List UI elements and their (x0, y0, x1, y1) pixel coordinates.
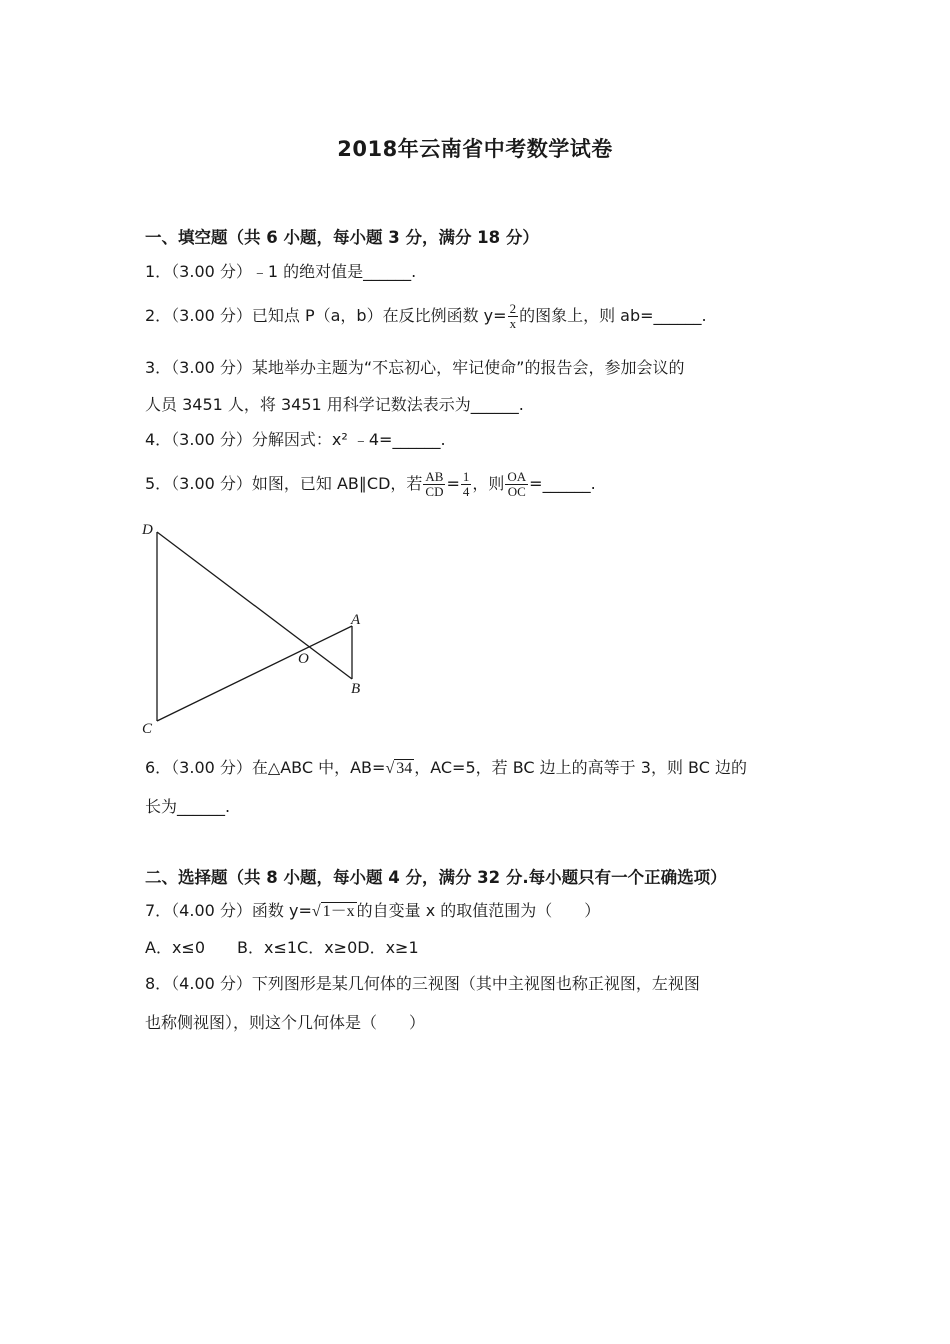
geometry-figure (138, 516, 378, 738)
question-7-text-after: 的自变量 x 的取值范围为（ ） (356, 901, 601, 920)
label-point-c: C (142, 721, 153, 737)
question-2 (145, 302, 707, 331)
sqrt-1-minus-x: 1－x (322, 903, 355, 920)
question-7-options: A．x≤0 B．x≤1C．x≥0D．x≥1 (145, 938, 419, 957)
question-2-text-after: 的图象上，则 ab=______. (519, 306, 707, 325)
question-1: 1．（3.00 分）﹣1 的绝对值是______. (145, 262, 417, 281)
question-6-line-2: 长为______. (145, 797, 231, 816)
question-3-line-2: 人员 3451 人，将 3451 用科学记数法表示为______. (145, 395, 524, 414)
page-title: 2018年云南省中考数学试卷 (337, 137, 613, 161)
label-point-b: B (351, 681, 361, 697)
sqrt-symbol: √ (311, 903, 321, 920)
question-3-line-1: 3．（3.00 分）某地举办主题为“不忘初心，牢记使命”的报告会，参加会议的 (145, 358, 685, 377)
fraction-ab-over-cd: $\frac{AB}{CD}$ (425, 469, 444, 499)
section-heading-multiple-choice: 二、选择题（共 8 小题，每小题 4 分，满分 32 分.每小题只有一个正确选项） (145, 868, 727, 887)
sqrt-34: 34 (396, 760, 413, 777)
question-8-line-2: 也称侧视图），则这个几何体是（ ） (145, 1013, 426, 1032)
sqrt-symbol: √ (385, 760, 395, 777)
question-5-text-after: =______. (529, 474, 596, 493)
question-6-text-before: 6．（3.00 分）在△ABC 中，AB= (145, 758, 386, 777)
question-5: 5．（3.00 分）如图，已知 AB∥CD，若 $\frac{AB}{CD}$ = $\frac{1}{4}$ ，则 $\frac{OA}{OC}$ =______. (145, 469, 596, 499)
label-point-d: D (142, 522, 153, 538)
label-point-a: A (351, 612, 361, 628)
question-2-text-before: 2．（3.00 分）已知点 P（a，b）在反比例函数 y= (145, 306, 507, 325)
question-6-line-1 (145, 755, 747, 778)
fraction-1-over-4: $\frac{1}{4}$ (462, 469, 470, 499)
question-6-text-after: ，AC=5，若 BC 边上的高等于 3，则 BC 边的 (414, 758, 747, 777)
question-7 (145, 898, 600, 921)
question-7-text-before: 7．（4.00 分）函数 y= (145, 901, 312, 920)
section-heading-fill-in: 一、填空题（共 6 小题，每小题 3 分，满分 18 分） (145, 228, 539, 247)
question-8-line-1: 8．（4.00 分）下列图形是某几何体的三视图（其中主视图也称正视图，左视图 (145, 974, 700, 993)
segment-ca (157, 626, 352, 721)
segment-db (157, 532, 352, 679)
fraction-2-over-x: $\frac{2}{x}$ (509, 301, 517, 331)
label-point-o: O (298, 651, 309, 667)
fraction-oa-over-oc: $\frac{OA}{OC}$ (507, 469, 527, 499)
question-5-text-before: 5．（3.00 分）如图，已知 AB∥CD，若 (145, 474, 423, 493)
question-4: 4．（3.00 分）分解因式：x² ﹣4=______. (145, 430, 446, 449)
